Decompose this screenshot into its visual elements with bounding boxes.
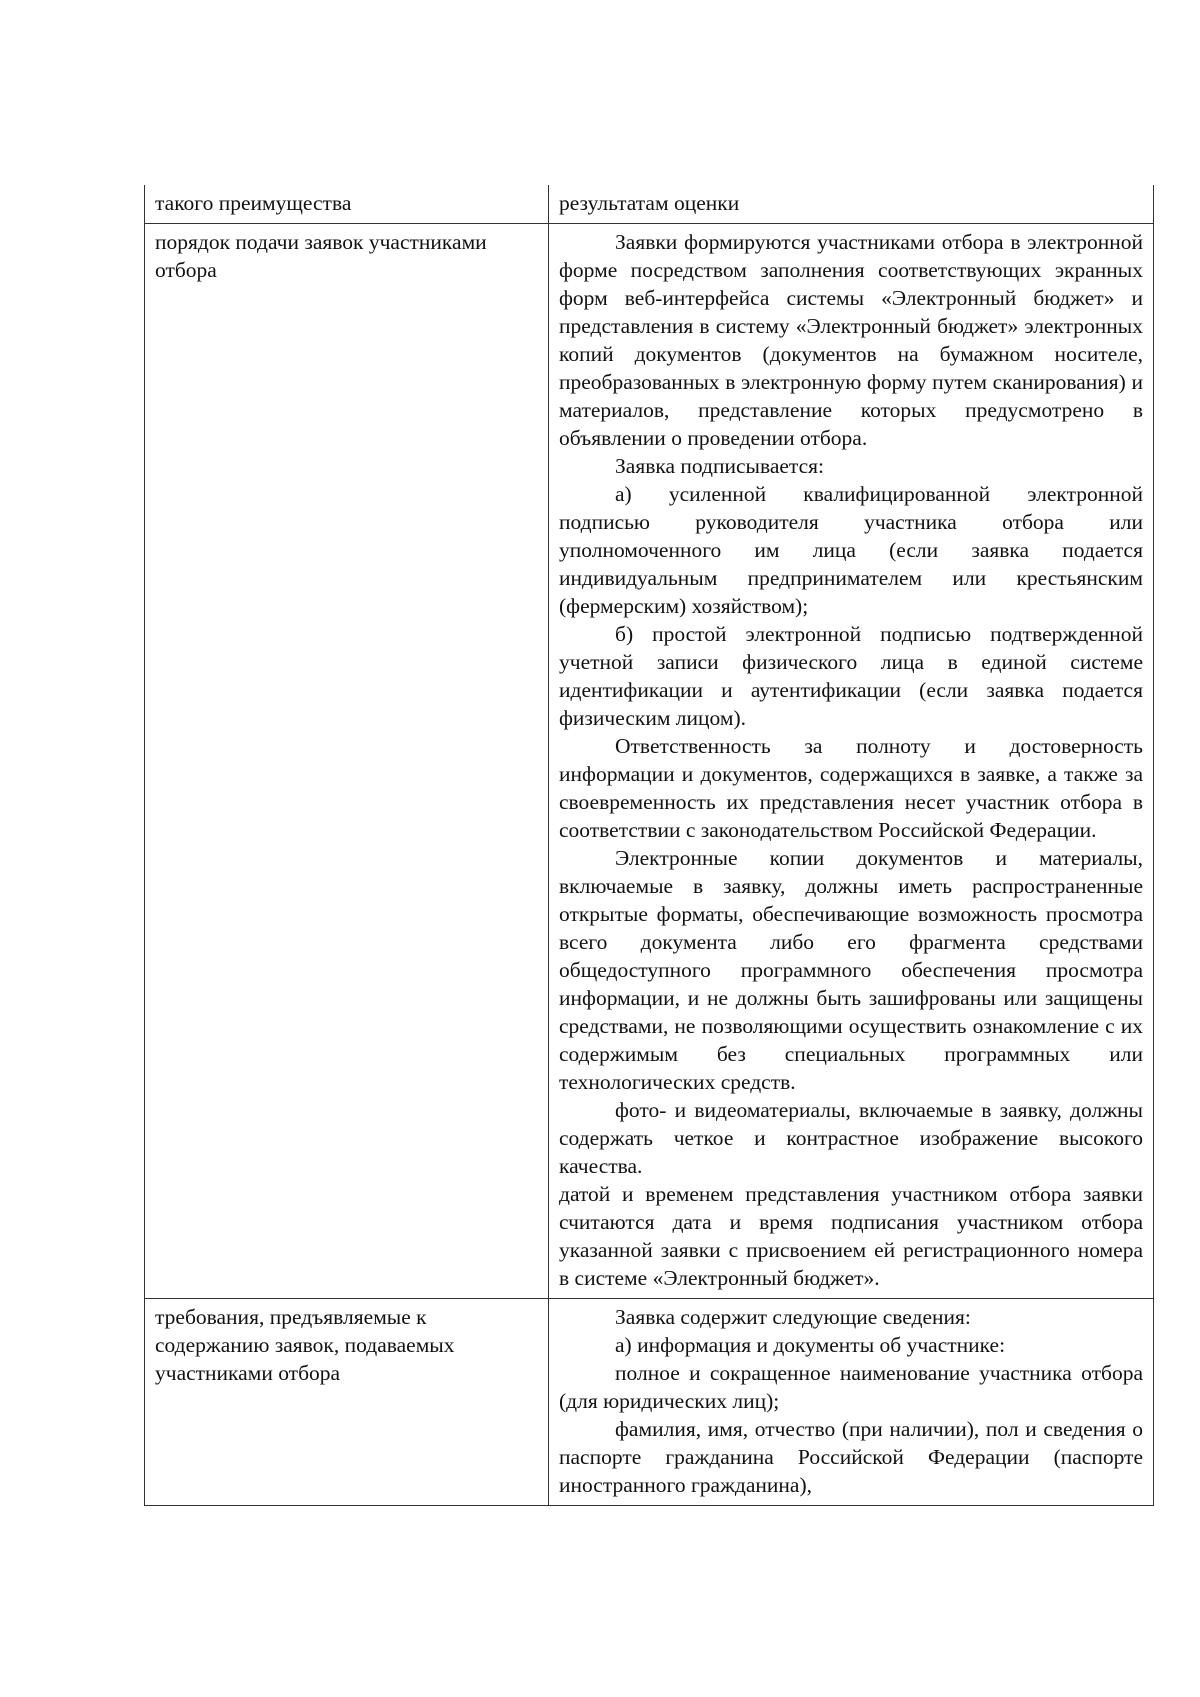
row-label: требования, предъявляемые к содержанию заявок, подаваемых участниками отбора [155,1305,455,1385]
paragraph: Ответственность за полноту и достоверность информации и документов, содержащихся в заявке, а также за своевременность их представления несет участник отбора в соответствии с законодательством Российской Федерации. [559,734,1143,842]
paragraph: результатам оценки [559,191,740,215]
document-table [144,185,1154,1506]
paragraph: Заявка содержит следующие сведения: [615,1305,971,1329]
paragraph: фамилия, имя, отчество (при наличии), пол и сведения о паспорте гражданина Российской Федерации (паспорте иностранного гражданина), [559,1417,1143,1497]
row-label: такого преимущества [155,191,352,215]
paragraph: датой и временем представления участником отбора заявки считаются дата и время подписания участником отбора указанной заявки с присвоением ей регистрационного номера в системе «Электронный бюджет». [559,1182,1143,1290]
paragraph: Электронные копии документов и материалы, включаемые в заявку, должны иметь распространенные открытые форматы, обеспечивающие возможность просмотра всего документа либо его фрагмента средствами общедоступного программного обеспечения просмотра информации, и не должны быть зашифрованы или защищены средствами, не позволяющими осуществить ознакомление с их содержимым без специальных программных или технологических средств. [559,846,1143,1094]
paragraph: а) информация и документы об участнике: [615,1333,1006,1357]
row-content-cell [549,224,1154,1299]
table-row [145,185,1154,224]
table-row [145,224,1154,1299]
paragraph: а) усиленной квалифицированной электронной подписью руководителя участника отбора или уполномоченного им лица (если заявка подается индивидуальным предпринимателем или крестьянским (фермерским) хозяйством); [559,482,1143,618]
paragraph: полное и сокращенное наименование участника отбора (для юридических лиц); [559,1361,1143,1413]
row-label-cell [145,224,549,1299]
row-label-cell [145,185,549,224]
paragraph: Заявка подписывается: [615,454,824,478]
row-label-cell [145,1299,549,1506]
row-content-cell [549,185,1154,224]
paragraph: Заявки формируются участниками отбора в электронной форме посредством заполнения соответствующих экранных форм веб-интерфейса системы «Электронный бюджет» и представления в систему «Электронный бюджет» электронных копий документов (документов на бумажном носителе, преобразованных в электронную форму путем сканирования) и материалов, представление которых предусмотрено в объявлении о проведении отбора. [559,230,1143,450]
table-row [145,1299,1154,1506]
row-label: порядок подачи заявок участниками отбора [155,230,487,282]
paragraph: б) простой электронной подписью подтвержденной учетной записи физического лица в единой системе идентификации и аутентификации (если заявка подается физическим лицом). [559,622,1143,730]
row-content-cell [549,1299,1154,1506]
paragraph: фото- и видеоматериалы, включаемые в заявку, должны содержать четкое и контрастное изображение высокого качества. [559,1098,1143,1178]
